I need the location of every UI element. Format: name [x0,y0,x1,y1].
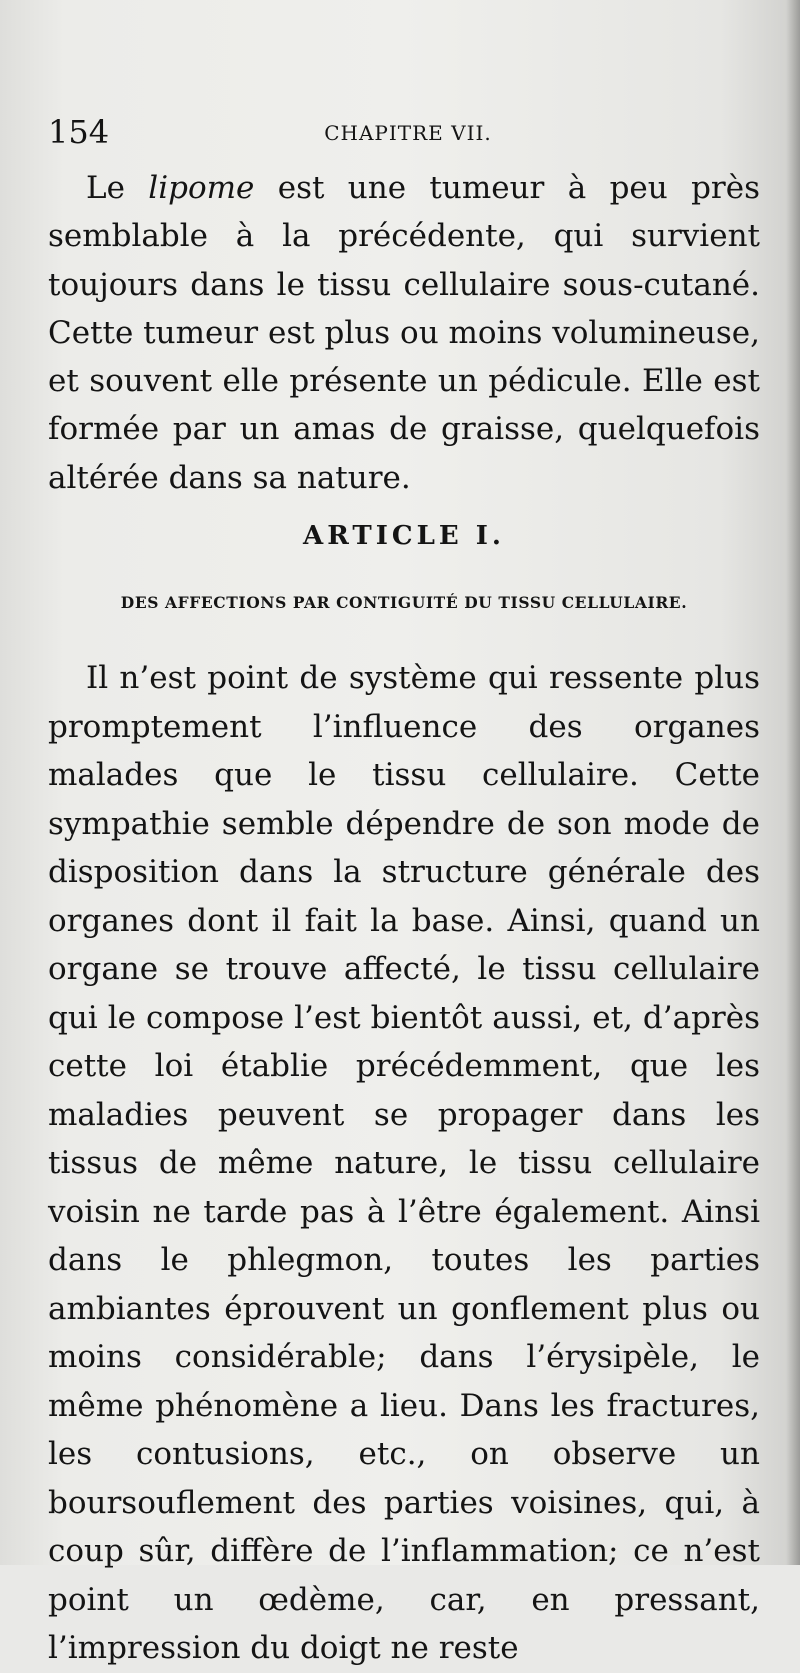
italic-term: lipome [148,170,255,206]
paragraph-lead: Le [86,170,149,206]
paragraph-tissu-cellulaire [48,654,760,1673]
paragraph-lipome [48,164,760,502]
paragraph-text: Il n’est point de système qui ressente plus promptement l’influence des organes malades que le tissu cellulaire. Cette sympathie semble dépendre de son mode de disposition dans la structure générale des organes dont il fait la base. Ainsi, quand un organe se trouve affecté, le tissu cellulaire qui le compose l’est bientôt aussi, et, d’après cette loi établie précédemment, que les maladies peuvent se propager dans les tissus de même nature, le tissu cellulaire voisin ne tarde pas à l’être également. Ainsi dans le phlegmon, toutes les parties ambiantes éprouvent un gonflement plus ou moins considérable; dans l’érysipèle, le même phénomène a lieu. Dans les fractures, les contusions, etc., on observe un boursouflement des parties voisines, qui, à coup sûr, diffère de l’inflammation; ce n’est point un œdème, car, en pressant, l’impression du doigt ne reste [48,660,760,1666]
paragraph-text: est une tumeur à peu près semblable à la précédente, qui survient toujours dans le tissu cellulaire sous-cutané. Cette tumeur est plus ou moins volumineuse, et souvent elle présente un pédicule. Elle est formée par un amas de graisse, quelquefois altérée dans sa nature. [48,170,760,496]
page-number: 154 [48,113,110,151]
chapter-title: CHAPITRE VII. [324,121,492,145]
article-heading: ARTICLE I. [303,521,505,551]
page-edge-shadow [786,0,800,1565]
section-subtitle: DES AFFECTIONS PAR CONTIGUITÉ DU TISSU CELLULAIRE. [120,593,688,612]
running-head [48,110,760,154]
